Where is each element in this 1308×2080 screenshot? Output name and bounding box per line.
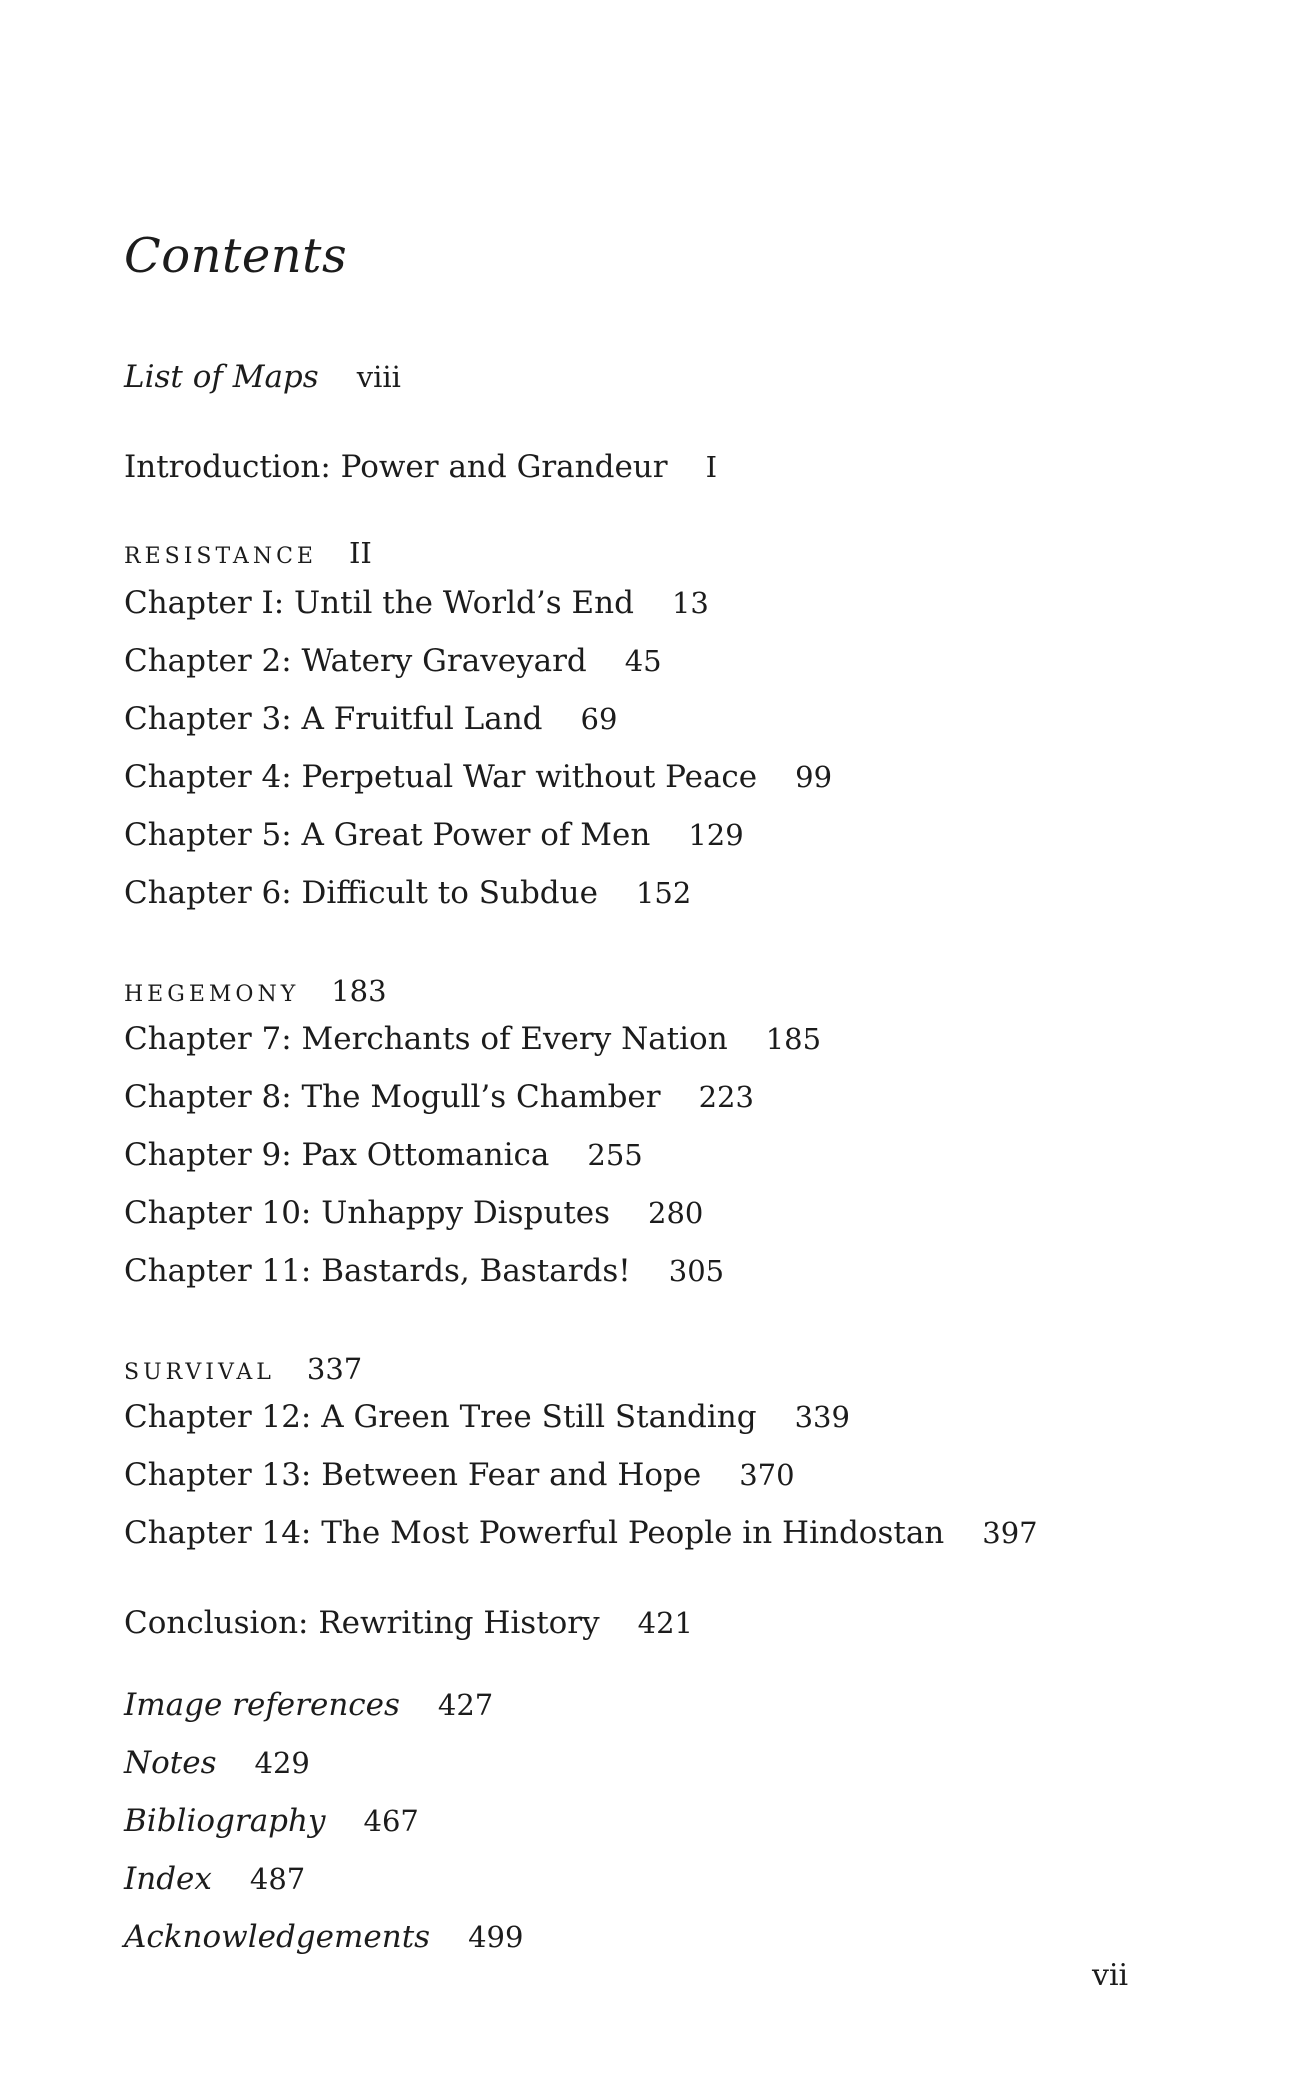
toc-entry-title: Chapter 10: Unhappy Disputes <box>124 1195 611 1231</box>
toc-entry-title: Index <box>124 1861 212 1897</box>
toc-entry-page: 397 <box>982 1516 1038 1550</box>
toc-entry-title: Chapter I: Until the World’s End <box>124 585 634 621</box>
toc-part-title: SURVIVAL <box>124 1360 275 1385</box>
toc-entry-page: 487 <box>249 1862 306 1896</box>
toc-entry-title: Chapter 5: A Great Power of Men <box>124 817 651 853</box>
toc-entry-title: Notes <box>124 1745 217 1781</box>
toc-entry-chapter-3 <box>124 701 618 737</box>
toc-entry-page: 99 <box>795 760 833 794</box>
toc-part-survival <box>124 1354 362 1385</box>
toc-entry-chapter-2 <box>124 643 662 679</box>
toc-entry-title: Chapter 8: The Mogull’s Chamber <box>124 1079 661 1115</box>
toc-entry-title: Chapter 12: A Green Tree Still Standing <box>124 1399 757 1435</box>
toc-entry-title: List of Maps <box>124 359 319 395</box>
toc-part-resistance <box>124 538 372 569</box>
toc-entry-title: Chapter 13: Between Fear and Hope <box>124 1457 702 1493</box>
toc-entry-page: 152 <box>635 876 692 910</box>
toc-entry-page: 185 <box>765 1022 822 1056</box>
toc-entry-page: 280 <box>648 1196 704 1230</box>
toc-entry-page: II <box>348 536 372 570</box>
toc-entry-page: 339 <box>794 1400 850 1434</box>
toc-entry-image-references <box>124 1687 494 1723</box>
toc-entry-chapter-12 <box>124 1399 850 1435</box>
toc-entry-chapter-7 <box>124 1021 822 1057</box>
page-title: Contents <box>124 228 348 284</box>
toc-entry-title: Conclusion: Rewriting History <box>124 1605 600 1641</box>
toc-entry-page: 467 <box>363 1804 419 1838</box>
toc-entry-chapter-13 <box>124 1457 795 1493</box>
toc-entry-page: 129 <box>688 818 744 852</box>
toc-entry-page: 13 <box>671 586 709 620</box>
toc-entry-page: 337 <box>306 1352 363 1386</box>
toc-entry-page: 370 <box>739 1458 795 1492</box>
toc-entry-page: 499 <box>468 1920 524 1954</box>
toc-entry-chapter-8 <box>124 1079 754 1115</box>
toc-entry-page: 183 <box>331 974 387 1008</box>
toc-entry-list-of-maps <box>124 359 401 395</box>
toc-entry-chapter-6 <box>124 875 692 911</box>
toc-entry-index <box>124 1861 306 1897</box>
toc-entry-page: 421 <box>637 1606 694 1640</box>
toc-entry-title: Chapter 14: The Most Powerful People in Hindostan <box>124 1515 945 1551</box>
toc-entry-chapter-14 <box>124 1515 1038 1551</box>
toc-entry-page: 45 <box>624 644 662 678</box>
toc-entry-title: Chapter 9: Pax Ottomanica <box>124 1137 550 1173</box>
toc-entry-page: I <box>705 450 718 484</box>
toc-entry-introduction <box>124 449 718 485</box>
toc-entry-title: Chapter 7: Merchants of Every Nation <box>124 1021 728 1057</box>
page-folio: vii <box>1092 1958 1129 1993</box>
toc-entry-bibliography <box>124 1803 419 1839</box>
toc-part-title: HEGEMONY <box>124 982 300 1007</box>
toc-entry-page: 255 <box>587 1138 643 1172</box>
toc-entry-chapter-9 <box>124 1137 643 1173</box>
toc-entry-page: viii <box>356 360 401 394</box>
toc-entry-title: Acknowledgements <box>124 1919 431 1955</box>
toc-entry-acknowledgements <box>124 1919 524 1955</box>
toc-entry-title: Image references <box>124 1687 400 1723</box>
toc-entry-title: Bibliography <box>124 1803 326 1839</box>
toc-entry-title: Chapter 2: Watery Graveyard <box>124 643 587 679</box>
toc-entry-notes <box>124 1745 310 1781</box>
toc-part-title: RESISTANCE <box>124 544 317 569</box>
toc-entry-chapter-4 <box>124 759 833 795</box>
toc-entry-page: 223 <box>698 1080 754 1114</box>
toc-entry-title: Chapter 4: Perpetual War without Peace <box>124 759 758 795</box>
toc-entry-title: Chapter 3: A Fruitful Land <box>124 701 543 737</box>
toc-part-hegemony <box>124 976 387 1007</box>
toc-entry-title: Introduction: Power and Grandeur <box>124 449 668 485</box>
toc-entry-title: Chapter 11: Bastards, Bastards! <box>124 1253 631 1289</box>
toc-entry-page: 427 <box>437 1688 494 1722</box>
toc-entry-page: 305 <box>668 1254 725 1288</box>
toc-entry-chapter-11 <box>124 1253 725 1289</box>
toc-entry-title: Chapter 6: Difficult to Subdue <box>124 875 598 911</box>
toc-entry-page: 69 <box>580 702 618 736</box>
toc-entry-page: 429 <box>254 1746 310 1780</box>
toc-entry-chapter-1 <box>124 585 709 621</box>
toc-entry-chapter-5 <box>124 817 744 853</box>
toc-entry-conclusion <box>124 1605 694 1641</box>
toc-entry-chapter-10 <box>124 1195 704 1231</box>
